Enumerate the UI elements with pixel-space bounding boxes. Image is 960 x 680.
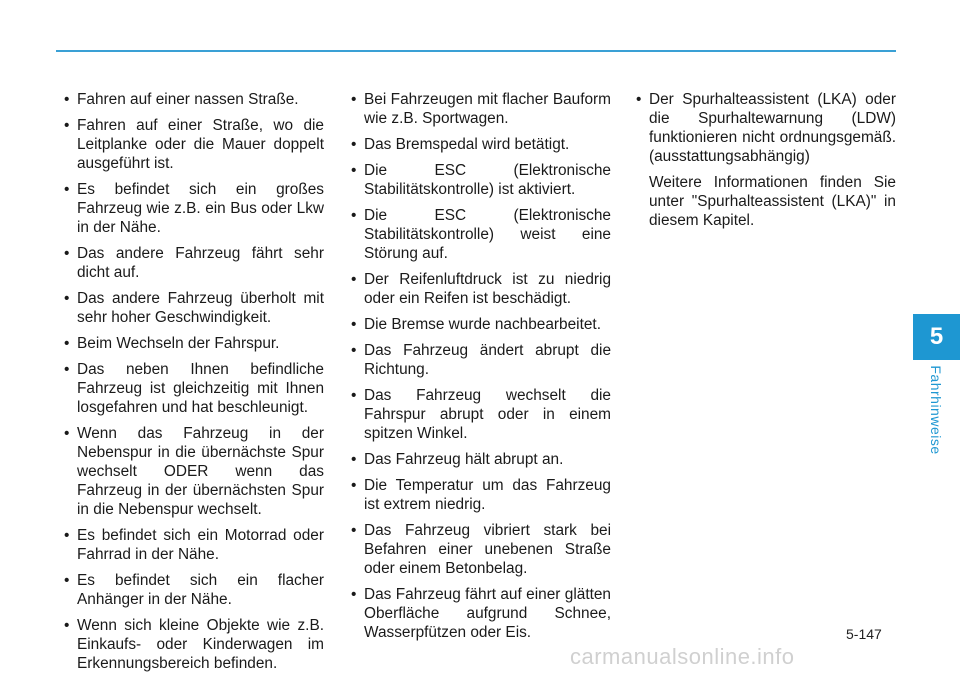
- list-item: • Wenn sich kleine Objekte wie z.B. Einkaufs- oder Kinderwagen im Erkennungsbereich befinden.: [64, 616, 324, 673]
- list-item: • Fahren auf einer Straße, wo die Leitplanke oder die Mauer doppelt ausgeführt ist.: [64, 116, 324, 173]
- bullet-list: [351, 90, 611, 642]
- reference-note: Weitere Informationen finden Sie unter "Spurhalteassistent (LKA)" in diesem Kapitel.: [649, 174, 896, 229]
- list-item: • Bei Fahrzeugen mit flacher Bauform wie z.B. Sportwagen.: [351, 90, 611, 128]
- list-item: • Das neben Ihnen befindliche Fahrzeug ist gleichzeitig mit Ihnen losgefahren und hat beschleunigt.: [64, 360, 324, 417]
- list-item: • Das andere Fahrzeug überholt mit sehr hoher Geschwindigkeit.: [64, 289, 324, 327]
- list-item: • Das andere Fahrzeug fährt sehr dicht auf.: [64, 244, 324, 282]
- bullet-list: [64, 90, 324, 673]
- text-column-2: [351, 90, 611, 649]
- text-column-3: [636, 90, 896, 230]
- list-item: • Die Temperatur um das Fahrzeug ist extrem niedrig.: [351, 476, 611, 514]
- text-column-1: [64, 90, 324, 680]
- chapter-number: 5: [929, 323, 944, 350]
- list-item: • Das Fahrzeug wechselt die Fahrspur abrupt oder in einem spitzen Winkel.: [351, 386, 611, 443]
- list-item: • Der Reifenluftdruck ist zu niedrig oder ein Reifen ist beschädigt.: [351, 270, 611, 308]
- list-item: • Das Fahrzeug fährt auf einer glätten Oberfläche aufgrund Schnee, Wasserpfützen oder Eis.: [351, 585, 611, 642]
- list-item: • Es befindet sich ein flacher Anhänger in der Nähe.: [64, 571, 324, 609]
- bullet-list: [636, 90, 896, 166]
- list-item: • Das Fahrzeug ändert abrupt die Richtung.: [351, 341, 611, 379]
- list-item: • Die Bremse wurde nachbearbeitet.: [351, 315, 611, 334]
- list-item: • Die ESC (Elektronische Stabilitätskontrolle) ist aktiviert.: [351, 161, 611, 199]
- list-item: • Es befindet sich ein Motorrad oder Fahrrad in der Nähe.: [64, 526, 324, 564]
- list-item: • Beim Wechseln der Fahrspur.: [64, 334, 324, 353]
- list-item: • Die ESC (Elektronische Stabilitätskontrolle) weist eine Störung auf.: [351, 206, 611, 263]
- list-item: • Wenn das Fahrzeug in der Nebenspur in die übernächste Spur wechselt ODER wenn das Fahrzeug in der übernächsten Spur in die Nebenspur wechselt.: [64, 424, 324, 519]
- list-item: • Fahren auf einer nassen Straße.: [64, 90, 324, 109]
- watermark: carmanualsonline.info: [570, 644, 795, 669]
- chapter-tab: [913, 314, 960, 360]
- list-item: • Es befindet sich ein großes Fahrzeug wie z.B. ein Bus oder Lkw in der Nähe.: [64, 180, 324, 237]
- list-item: • Der Spurhalteassistent (LKA) oder die Spurhaltewarnung (LDW) funktionieren nicht ordnungsgemäß. (ausstattungsabhängig): [636, 90, 896, 166]
- list-item: • Das Bremspedal wird betätigt.: [351, 135, 611, 154]
- header-rule: [56, 50, 896, 52]
- list-item: • Das Fahrzeug hält abrupt an.: [351, 450, 611, 469]
- list-item: • Das Fahrzeug vibriert stark bei Befahren einer unebenen Straße oder einem Betonbelag.: [351, 521, 611, 578]
- page-number: 5-147: [846, 626, 882, 642]
- chapter-label: Fahrhinweise: [928, 365, 944, 455]
